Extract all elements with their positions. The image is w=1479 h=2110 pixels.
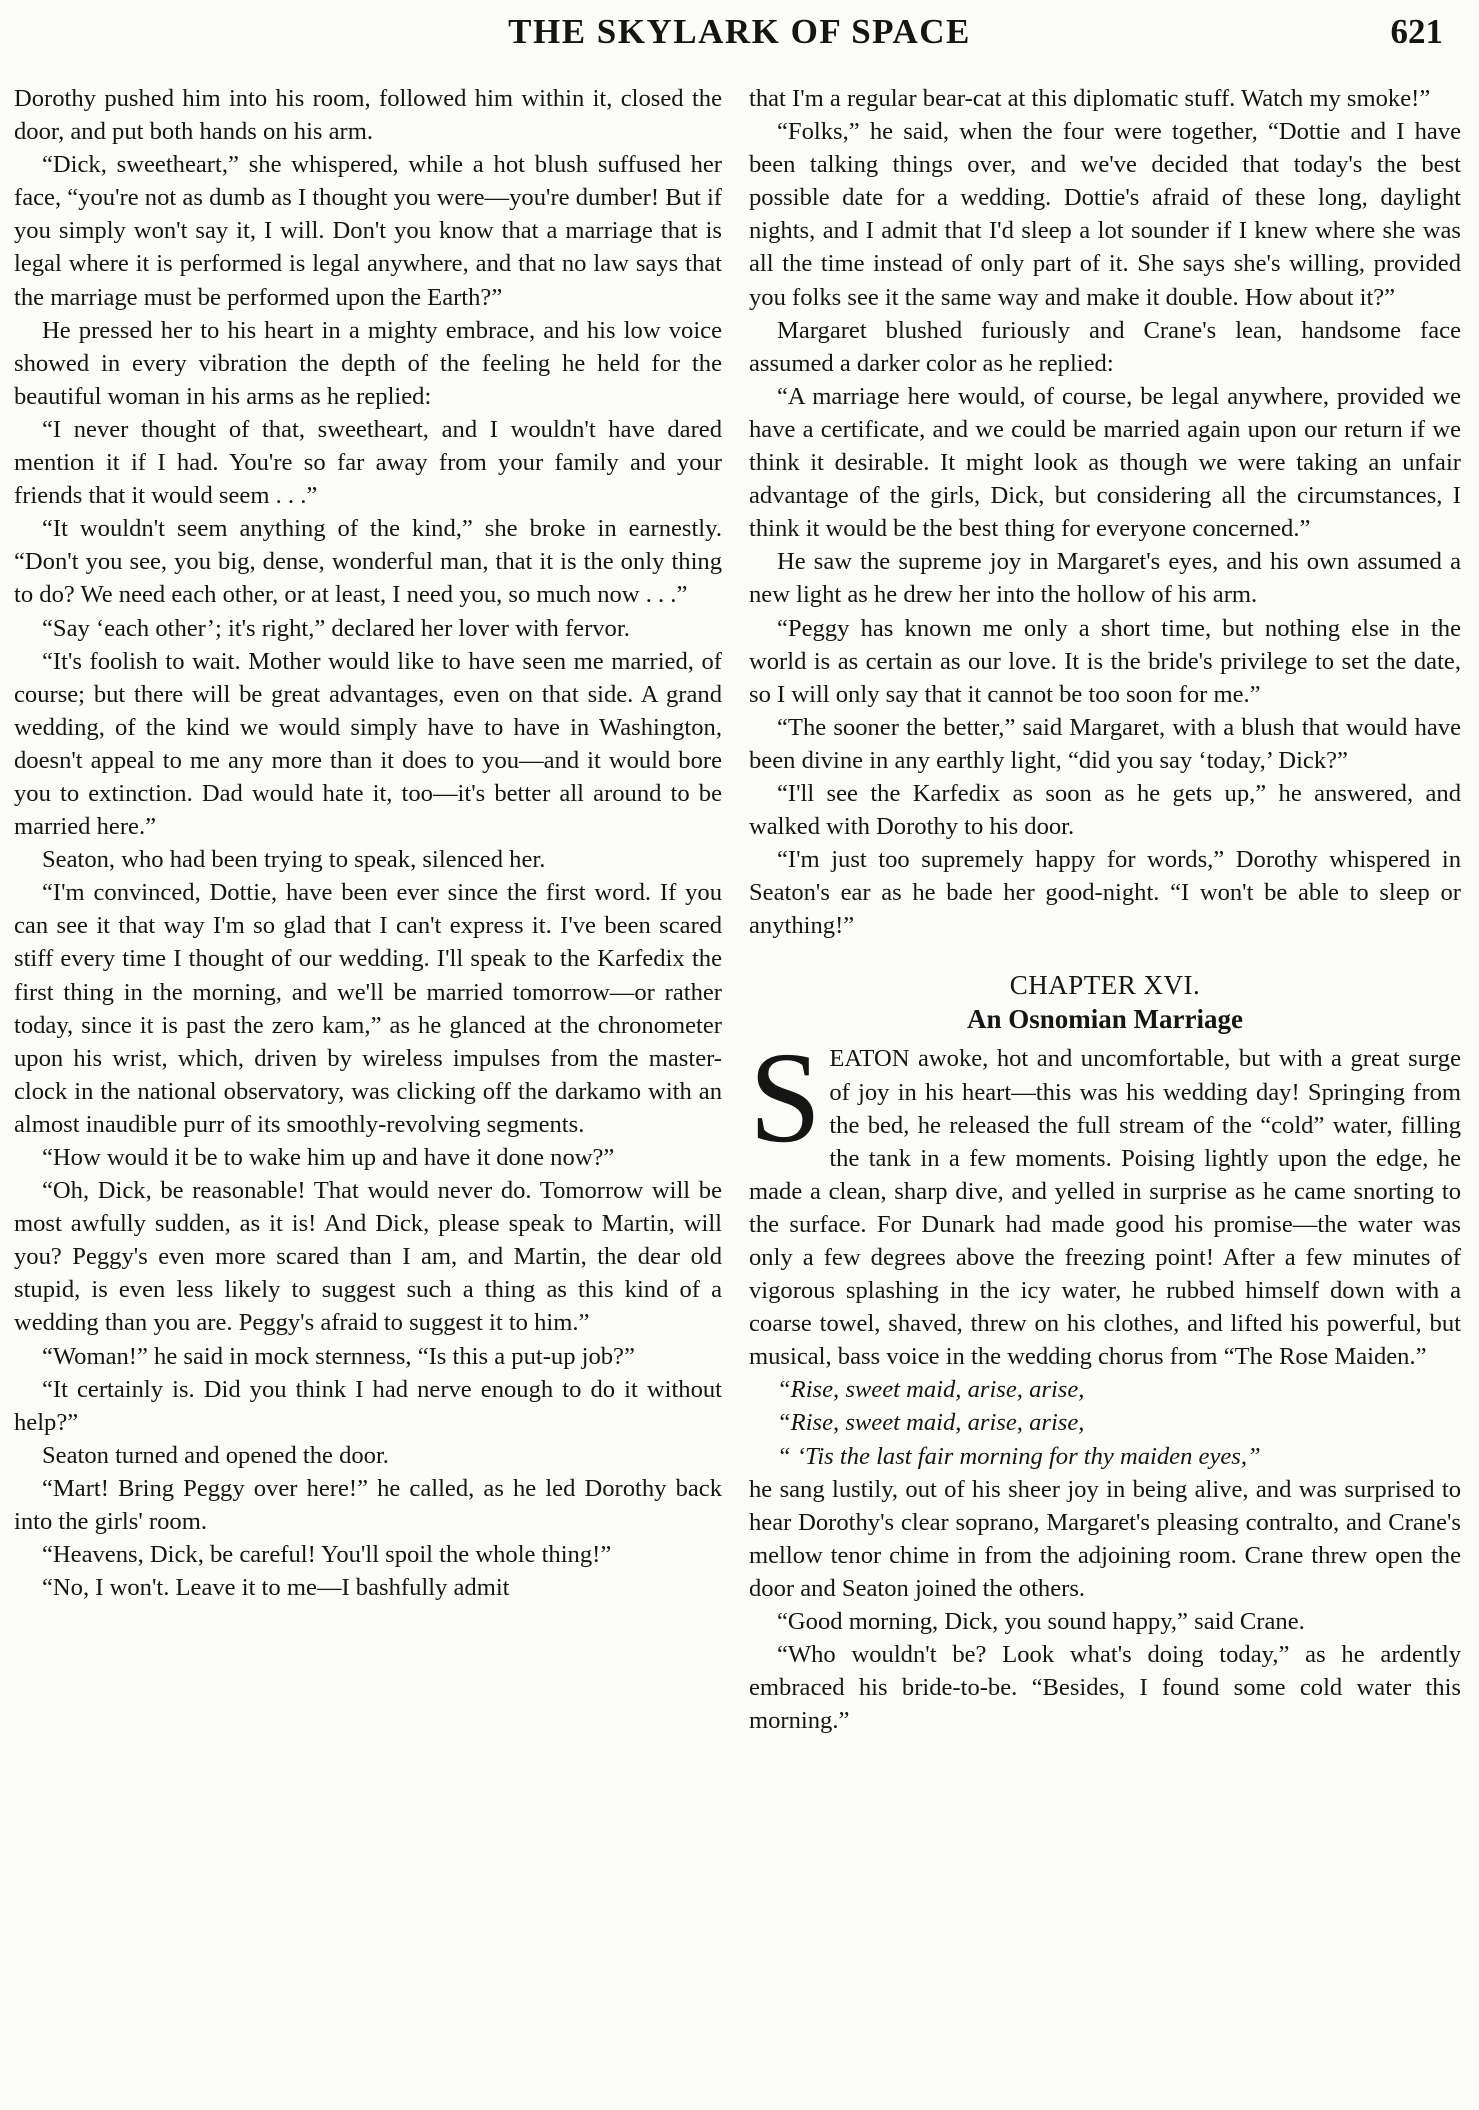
paragraph: Seaton, who had been trying to speak, silenced her. [42,846,546,874]
verse-line: “ ‘Tis the last fair morning for thy maiden eyes,” [777,1442,1261,1470]
paragraph: he sang lustily, out of his sheer joy in being alive, and was surprised to hear Dorothy's clear soprano, Margaret's pleasing contralto, and Crane's mellow tenor chime in from the adjoining room. Crane threw open the door and Seaton joined the others. [749,1475,1461,1602]
paragraph: “Heavens, Dick, be careful! You'll spoil the whole thing!” [42,1541,612,1569]
chapter-title: An Osnomian Marriage [967,1004,1243,1035]
paragraph: that I'm a regular bear-cat at this diplomatic stuff. Watch my smoke!” [749,85,1431,112]
paragraph: He saw the supreme joy in Margaret's eyes, and his own assumed a new light as he drew her into the hollow of his arm. [749,548,1461,609]
page-header [20,12,1459,52]
paragraph: “Who wouldn't be? Look what's doing today,” as he ardently embraced his bride-to-be. “Besides, I found some cold water this morning.” [749,1641,1461,1735]
paragraph: Seaton turned and opened the door. [42,1441,389,1469]
paragraph: “Say ‘each other’; it's right,” declared her lover with fervor. [42,614,630,642]
paragraph: “The sooner the better,” said Margaret, with a blush that would have been divine in any earthly light, “did you say ‘today,’ Dick?” [749,713,1461,774]
paragraph: “Woman!” he said in mock sternness, “Is this a put-up job?” [42,1342,635,1370]
paragraph: “Peggy has known me only a short time, but nothing else in the world is as certain as our love. It is the bride's privilege to set the date, so I will only say that it cannot be too soon for me.” [749,614,1461,708]
paragraph: “How would it be to wake him up and have it done now?” [42,1144,615,1171]
paragraph: “No, I won't. Leave it to me—I bashfully admit [42,1574,510,1602]
verse-line: “Rise, sweet maid, arise, arise, [777,1409,1085,1437]
drop-cap: S [749,1026,822,1171]
paragraph: “Good morning, Dick, you sound happy,” said Crane. [777,1608,1305,1636]
paragraph: “It certainly is. Did you think I had nerve enough to do it without help?” [14,1375,722,1436]
paragraph: “Oh, Dick, be reasonable! That would never do. Tomorrow will be most awfully sudden, as it is! And Dick, please speak to Martin, will you? Peggy's even more scared than I am, and Martin, the dear old stupid, is even less likely to suggest such a thing as this kind of a wedding than you are. Peggy's afraid to suggest it to him.” [14,1177,722,1337]
verse-line: “Rise, sweet maid, arise, arise, [777,1376,1085,1404]
paragraph: He pressed her to his heart in a mighty embrace, and his low voice showed in every vibration the depth of the feeling he held for the beautiful woman in his arms as he replied: [14,316,722,410]
paragraph: “Mart! Bring Peggy over here!” he called, as he led Dorothy back into the girls' room. [14,1474,722,1536]
paragraph: “A marriage here would, of course, be legal anywhere, provided we have a certificate, and we could be married again upon our return if we think it desirable. It might look as though we were taking an unfair advantage of the girls, Dick, but considering all the circumstances, I think it would be the best thing for everyone concerned.” [749,382,1461,543]
paragraph: “I'll see the Karfedix as soon as he gets up,” he answered, and walked with Dorothy to his door. [749,779,1461,841]
page-number: 621 [1390,12,1443,51]
right-column [749,82,1461,1737]
chapter-opening [749,1026,1461,1373]
paragraph: “I never thought of that, sweetheart, and I wouldn't have dared mention it if I had. You're so far away from your family and your friends that it would seem . . .” [14,415,722,510]
paragraph: Margaret blushed furiously and Crane's lean, handsome face assumed a darker color as he replied: [749,316,1461,377]
paragraph: “Folks,” he said, when the four were together, “Dottie and I have been talking things over, and we've decided that today's the best possible date for a wedding. Dottie's afraid of these long, daylight nights, and I admit that I'd sleep a lot sounder if I knew where she was all the time instead of only part of it. She says she's willing, provided you folks see it the same way and make it double. How about it?” [749,118,1461,311]
paragraph: “It's foolish to wait. Mother would like to have seen me married, of course; but there will be great advantages, even on that side. A grand wedding, of the kind we would simply have to have in Washington, doesn't appeal to me any more than it does to you—and it would bore you to extinction. Dad would hate it, too—it's better all around to be married here.” [14,647,722,841]
left-column [14,82,722,1604]
chapter-number: CHAPTER XVI. [1009,970,1201,1001]
paragraph: Dorothy pushed him into his room, followed him within it, closed the door, and put both hands on his arm. [14,85,722,146]
running-title: THE SKYLARK OF SPACE [508,12,971,51]
paragraph: “I'm just too supremely happy for words,” Dorothy whispered in Seaton's ear as he bade her good-night. “I won't be able to sleep or anything!” [749,846,1461,940]
paragraph: “Dick, sweetheart,” she whispered, while a hot blush suffused her face, “you're not as dumb as I thought you were—you're dumber! But if you simply won't say it, I will. Don't you know that a marriage that is legal where it is performed is legal anywhere, and that no law says that the marriage must be performed upon the Earth?” [14,151,722,311]
paragraph: “It wouldn't seem anything of the kind,” she broke in earnestly. “Don't you see, you big, dense, wonderful man, that it is the only thing to do? We need each other, or at least, I need you, so much now . . .” [14,515,722,609]
paragraph: “I'm convinced, Dottie, have been ever since the first word. If you can see it that way I'm so glad that I can't express it. I've been scared stiff every time I thought of our wedding. I'll speak to the Karfedix the first thing in the morning, and we'll be married tomorrow—or rather today, since it is past the zero kam,” as he glanced at the chronometer upon his wrist, which, driven by wireless impulses from the master-clock in the national observatory, was clicking off the darkamo with an almost inaudible purr of its smoothly-revolving segments. [14,879,722,1138]
opening-text: EATON awoke, hot and uncomfortable, but with a great surge of joy in his heart—this was his wedding day! Springing from the bed, he released the full stream of the “cold” water, filling the tank in a few moments. Poising lightly upon the edge, he made a clean, sharp dive, and yelled in surprise as he came snorting to the surface. For Dunark had made good his promise—the water was only a few degrees above the freezing point! After a few minutes of vigorous splashing in the icy water, he rubbed himself down with a coarse towel, shaved, threw on his clothes, and lifted his powerful, but musical, bass voice in the wedding chorus from “The Rose Maiden.” [749,1045,1461,1371]
